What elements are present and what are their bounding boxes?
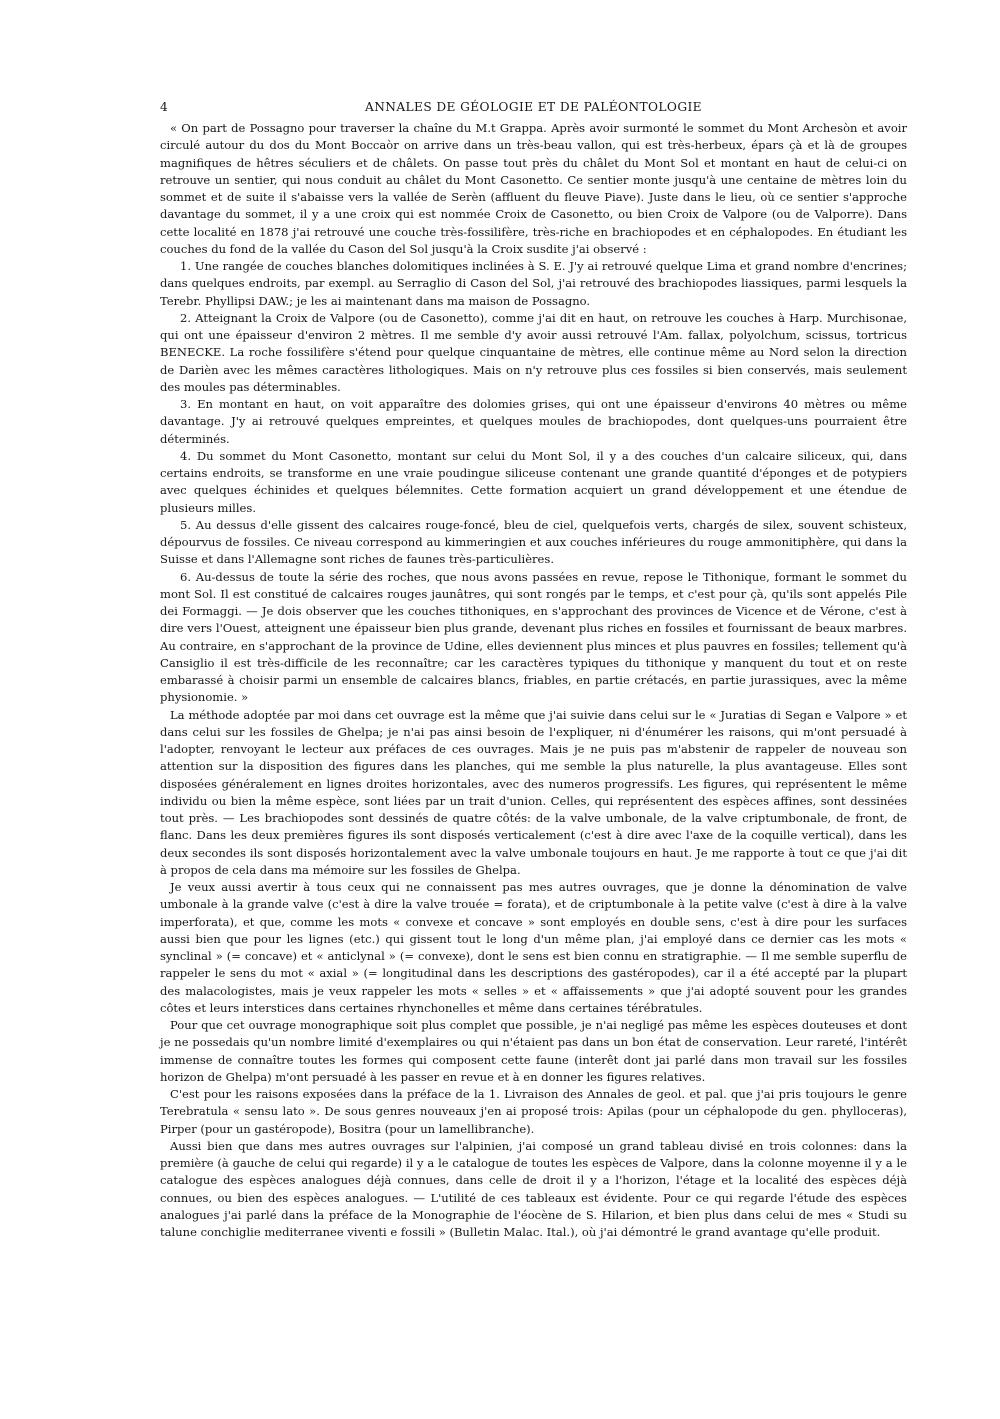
quote-item-2: 2. Atteignant la Croix de Valpore (ou de Casonetto), comme j'ai dit en haut, on retrouve les couches à Harp. Murchisonae, qui ont une épaisseur d'environ 2 mètres. Il me semble d'y avoir aussi retrouvé l'Am. fallax, polyolchum, scissus, tortricus BENECKE. La roche fossilifère s'étend pour quelque cinquantaine de mètres, elle continue même au Nord selon la direction de Darièn avec les mêmes caractères lithologiques. Mais on n'y retrouve plus ces fossiles si bien conservés, mais seulement des moules pas déterminables. <box>160 310 907 394</box>
paragraph-method: La méthode adoptée par moi dans cet ouvrage est la même que j'ai suivie dans celui sur le « Juratias di Segan e Valpore » et dans celui sur les fossiles de Ghelpa; je n'ai pas ainsi besoin de l'expliquer, ni d'énumérer les raisons, qui m'ont persuadé à l'adopter, renvoyant le lecteur aux préfaces de ces ouvrages. Mais je ne puis pas m'abstenir de rappeler de nouveau son attention sur la disposition des figures dans les planches, qui me semble la plus naturelle, la plus avantageuse. Elles sont disposées généralement en lignes droites horizontales, avec des numeros progressifs. Les figures, qui représentent le même individu ou bien la même espèce, sont liées par un trait d'union. Celles, qui représentent des espèces affines, sont dessinées tout près. — Les brachiopodes sont dessinés de quatre côtés: de la valve umbonale, de la valve criptumbonale, de front, de flanc. Dans les deux premières figures ils sont disposés verticalement (c'est à dire avec l'axe de la coquille vertical), dans les deux secondes ils sont disposés horizontalement avec la valve umbonale toujours en haut. Je me rapporte à tout ce que j'ai dit à propos de cela dans ma mémoire sur les fossiles de Ghelpa. <box>160 707 907 877</box>
quote-item-4: 4. Du sommet du Mont Casonetto, montant sur celui du Mont Sol, il y a des couches d'un calcaire siliceux, qui, dans certains endroits, se transforme en une vraie poudingue siliceuse contenant une grande quantité d'éponges et de potypiers avec quelques échinides et quelques bélemnites. Cette formation acquiert un grand développement et une étendue de plusieurs milles. <box>160 448 907 515</box>
running-title: ANNALES DE GÉOLOGIE ET DE PALÉONTOLOGIE <box>365 100 702 114</box>
quote-paragraph-intro: « On part de Possagno pour traverser la chaîne du M.t Grappa. Après avoir surmonté le sommet du Mont Archesòn et avoir circulé autour du dos du Mont Boccaòr on arrive dans un très-beau vallon, qui est très-herbeux, épars çà et là de groupes magnifiques de hêtres séculiers et de châlets. On passe tout près du châlet du Mont Sol et montant en haut de celui-ci on retrouve un sentier, qui nous conduit au châlet du Mont Casonetto. Ce sentier monte jusqu'à une centaine de mètres loin du sommet et de suite il s'abaisse vers la vallée de Serèn (affluent du fleuve Piave). Juste dans le lieu, où ce sentier s'approche davantage du sommet, il y a une croix qui est nommée Croix de Casonetto, ou bien Croix de Valpore (ou de Valporre). Dans cette localité en 1878 j'ai retrouvé une couche très-fossilifère, très-riche en brachiopodes et en céphalopodes. En étudiant les couches du fond de la vallée du Cason del Sol jusqu'à la Croix susdite j'ai observé : <box>160 121 907 256</box>
paragraph-new-subgenera: C'est pour les raisons exposées dans la préface de la 1. Livraison des Annales de geol. et pal. que j'ai pris toujours le genre Terebratula « sensu lato ». De sous genres nouveaux j'en ai proposé trois: Apilas (pour un céphalopode du gen. phylloceras), Pirper (pour un gastéropode), Bositra (pour un lamellibranche). <box>160 1087 907 1136</box>
paragraph-tables: Aussi bien que dans mes autres ouvrages sur l'alpinien, j'ai composé un grand tableau divisé en trois colonnes: dans la première (à gauche de celui qui regarde) il y a le catalogue de toutes les espèces de Valpore, dans la colonne moyenne il y a le catalogue des espèces analogues déjà connues, dans celle de droit il y a l'horizon, l'étage et la localité des espèces déjà connues, ou bien des espèces analogues. — L'utilité de ces tableaux est évidente. Pour ce qui regarde l'étude des espèces analogues j'ai parlé dans la préface de la Monographie de l'éocène de S. Hilarion, et bien plus dans celui de mes « Studi su talune conchiglie mediterranee viventi e fossili » (Bulletin Malac. Ital.), où j'ai démontré le grand avantage qu'elle produit. <box>160 1138 907 1239</box>
page-number: 4 <box>160 100 169 114</box>
paragraph-terminology: Je veux aussi avertir à tous ceux qui ne connaissent pas mes autres ouvrages, que je donne la dénomination de valve umbonale à la grande valve (c'est à dire la valve trouée = forata), et de criptumbonale à la petite valve (c'est à dire à la valve imperforata), et que, comme les mots « convexe et concave » sont employés en double sens, c'est à dire pour les surfaces aussi bien que pour les lignes (etc.) qui gissent tout le long d'un même plan, j'ai employé dans ce dernier cas les mots « synclinal » (= concave) et « anticlynal » (= convexe), dont le sens est bien connu en stratigraphie. — Il me semble superflu de rappeler le sens du mot « axial » (= longitudinal dans les descriptions des gastéropodes), car il a été accepté par la plupart des malacologistes, mais je veux rappeler les mots « selles » et « affaissements » que j'ai adopté souvent pour les grandes côtes et leurs interstices dans certaines rhynchonelles et même dans certaines térébratules. <box>160 880 907 1015</box>
quote-item-5: 5. Au dessus d'elle gissent des calcaires rouge-foncé, bleu de ciel, quelquefois verts, chargés de silex, souvent schisteux, dépourvus de fossiles. Ce niveau correspond au kimmeringien et aux couches inférieures du rouge ammonitiphère, qui dans la Suisse et dans l'Allemagne sont riches de faunes très-particulières. <box>160 517 907 567</box>
page-header <box>160 96 907 120</box>
quote-item-1: 1. Une rangée de couches blanches dolomitiques inclinées à S. E. J'y ai retrouvé quelque Lima et grand nombre d'encrines; dans quelques endroits, par exempl. au Serraglio di Cason del Sol, j'ai retrouvé des brachiopodes liassiques, parmi lesquels la Terebr. Phyllipsi DAW.; je les ai maintenant dans ma maison de Possagno. <box>160 259 907 308</box>
paragraph-doubtful-species: Pour que cet ouvrage monographique soit plus complet que possible, je n'ai negligé pas même les espèces douteuses et dont je ne possedais qu'un nombre limité d'exemplaires ou qui n'étaient pas dans un bon état de conservation. Leur rareté, l'intérêt immense de connaître toutes les formes qui composent cette faune (interêt dont jai parlé dans mon travail sur les fossiles horizon de Ghelpa) m'ont persuadé à les passer en revue et à en donner les figures relatives. <box>160 1018 907 1084</box>
body-text <box>160 120 907 1241</box>
quote-item-3: 3. En montant en haut, on voit apparaître des dolomies grises, qui ont une épaisseur d'environs 40 mètres ou même davantage. J'y ai retrouvé quelques empreintes, et quelques moules de brachiopodes, dont quelques-uns pourraient être déterminés. <box>160 397 907 446</box>
book-page <box>160 96 907 1241</box>
quote-item-6: 6. Au-dessus de toute la série des roches, que nous avons passées en revue, repose le Tithonique, formant le sommet du mont Sol. Il est constitué de calcaires rouges jaunâtres, qui sont rongés par le temps, et c'est pour çà, qu'ils sont appelés Pile dei Formaggi. — Je dois observer que les couches tithoniques, en s'approchant des provinces de Vicence et de Vérone, c'est à dire vers l'Ouest, atteignent une épaisseur bien plus grande, devenant plus riches en fossiles et fournissant de beaux marbres. Au contraire, en s'approchant de la province de Udine, elles deviennent plus minces et plus pauvres en fossiles; tellement qu'à Cansiglio il est très-difficile de les reconnaître; car les caractères typiques du tithonique y manquent du tout et on reste embarassé à choisir parmi un ensemble de calcaires blancs, friables, en partie crétacés, en partie jurassiques, avec la même physionomie. » <box>160 569 907 705</box>
